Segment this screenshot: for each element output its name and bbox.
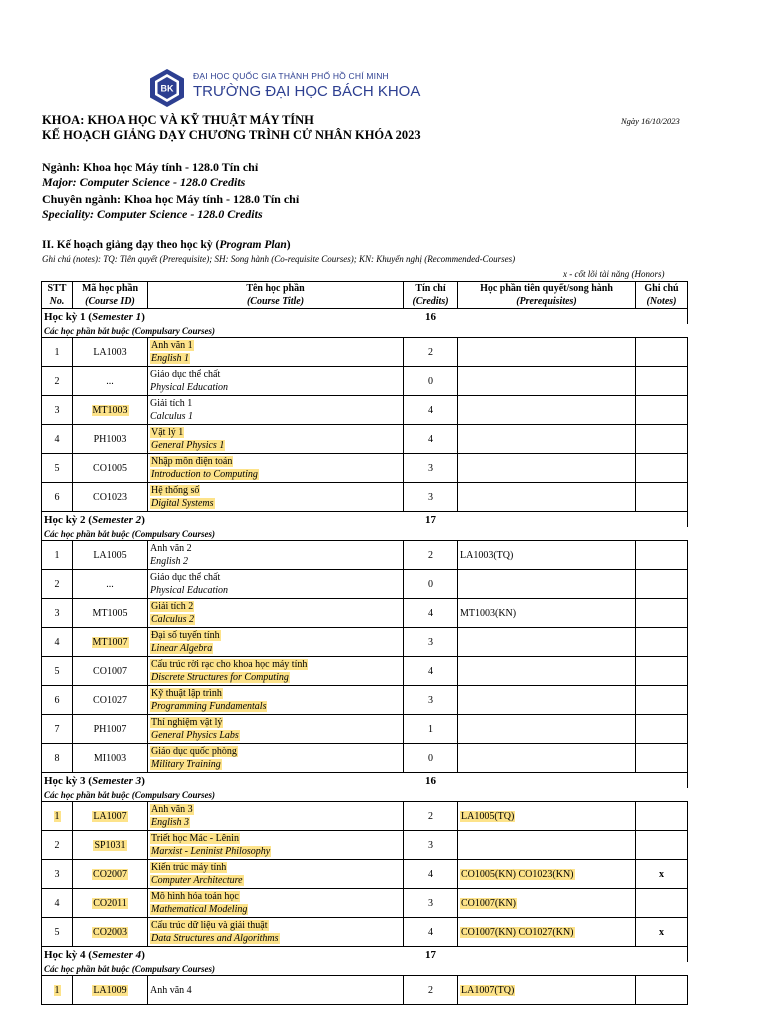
- course-note: [636, 744, 688, 773]
- table-row: [42, 367, 688, 396]
- semester-credits: 16: [404, 773, 458, 789]
- course-no: 6: [42, 686, 73, 715]
- course-note: x: [636, 918, 688, 947]
- course-credits: 0: [404, 744, 458, 773]
- course-note: [636, 628, 688, 657]
- course-title: Triết học Mác - Lênin Marxist - Leninist Philosophy: [148, 831, 404, 860]
- course-credits: 4: [404, 918, 458, 947]
- table-header-row: [42, 282, 688, 309]
- course-prerequisites: [458, 831, 636, 860]
- course-id: CO1007: [73, 657, 148, 686]
- faculty-heading: KHOA: KHOA HỌC VÀ KỸ THUẬT MÁY TÍNH: [42, 113, 314, 127]
- course-id: PH1007: [73, 715, 148, 744]
- semester-row: [42, 947, 688, 963]
- course-id: ...: [73, 570, 148, 599]
- course-title: Kỹ thuật lập trình Programming Fundamentals: [148, 686, 404, 715]
- course-prerequisites: [458, 570, 636, 599]
- table-row: [42, 831, 688, 860]
- course-prerequisites: [458, 338, 636, 367]
- course-group-label: Các học phần bắt buộc (Compulsary Courses): [42, 324, 688, 338]
- speciality-vn: Chuyên ngành: Khoa học Máy tính - 128.0 Tín chỉ: [42, 192, 300, 206]
- speciality-en: Speciality: Computer Science - 128.0 Credits: [42, 207, 263, 221]
- plan-title: KẾ HOẠCH GIẢNG DẠY CHƯƠNG TRÌNH CỬ NHÂN KHÓA 2023: [42, 128, 421, 142]
- course-credits: 2: [404, 802, 458, 831]
- notes-legend: Ghi chú (notes): TQ: Tiên quyết (Prerequisite); SH: Song hành (Co-requisite Courses); KN: Khuyến nghị (Recommended-Courses): [42, 254, 516, 264]
- course-prerequisites: CO1005(KN) CO1023(KN): [458, 860, 636, 889]
- table-row: [42, 541, 688, 570]
- course-note: [636, 454, 688, 483]
- table-row: [42, 338, 688, 367]
- table-row: [42, 744, 688, 773]
- course-credits: 0: [404, 570, 458, 599]
- course-title: Mô hình hóa toán học Mathematical Modeling: [148, 889, 404, 918]
- course-id: CO2003: [73, 918, 148, 947]
- course-credits: 4: [404, 657, 458, 686]
- semester-credits: 17: [404, 512, 458, 528]
- course-id: LA1005: [73, 541, 148, 570]
- course-id: SP1031: [73, 831, 148, 860]
- course-note: [636, 686, 688, 715]
- table-row: [42, 425, 688, 454]
- course-note: [636, 483, 688, 512]
- logo-line-1: ĐẠI HỌC QUỐC GIA THÀNH PHỐ HỒ CHÍ MINH: [193, 71, 389, 81]
- course-id: MT1007: [73, 628, 148, 657]
- course-credits: 0: [404, 367, 458, 396]
- course-no: 3: [42, 396, 73, 425]
- course-note: [636, 396, 688, 425]
- table-row: [42, 686, 688, 715]
- course-note: [636, 657, 688, 686]
- semester-label: Học kỳ 4 (Semester 4): [42, 947, 404, 963]
- document-date: Ngày 16/10/2023: [621, 116, 680, 126]
- course-no: 2: [42, 367, 73, 396]
- course-note: x: [636, 860, 688, 889]
- course-no: 6: [42, 483, 73, 512]
- course-title: Nhập môn điện toán Introduction to Computing: [148, 454, 404, 483]
- course-no: 7: [42, 715, 73, 744]
- course-no: 1: [42, 976, 73, 1005]
- course-id: LA1007: [73, 802, 148, 831]
- table-row: [42, 802, 688, 831]
- course-prerequisites: LA1003(TQ): [458, 541, 636, 570]
- course-id: PH1003: [73, 425, 148, 454]
- course-prerequisites: [458, 715, 636, 744]
- emblem-text: BK: [160, 83, 174, 94]
- course-note: [636, 831, 688, 860]
- course-id: LA1009: [73, 976, 148, 1005]
- course-id: LA1003: [73, 338, 148, 367]
- course-prerequisites: LA1007(TQ): [458, 976, 636, 1005]
- course-prerequisites: LA1005(TQ): [458, 802, 636, 831]
- course-title: Hệ thống số Digital Systems: [148, 483, 404, 512]
- table-row: [42, 599, 688, 628]
- course-no: 4: [42, 889, 73, 918]
- course-no: 4: [42, 425, 73, 454]
- course-no: 3: [42, 860, 73, 889]
- col-header-course-title: Tên học phần (Course Title): [148, 282, 404, 309]
- semester-label: Học kỳ 2 (Semester 2): [42, 512, 404, 528]
- course-prerequisites: [458, 744, 636, 773]
- course-title: Kiến trúc máy tính Computer Architecture: [148, 860, 404, 889]
- university-emblem-icon: [147, 68, 187, 108]
- course-group-label: Các học phần bắt buộc (Compulsary Courses): [42, 527, 688, 541]
- course-title: Thí nghiệm vật lý General Physics Labs: [148, 715, 404, 744]
- course-credits: 3: [404, 831, 458, 860]
- course-note: [636, 338, 688, 367]
- course-group-label: Các học phần bắt buộc (Compulsary Courses): [42, 962, 688, 976]
- course-id: CO1027: [73, 686, 148, 715]
- course-prerequisites: CO1007(KN) CO1027(KN): [458, 918, 636, 947]
- course-title: Cấu trúc dữ liệu và giải thuật Data Structures and Algorithms: [148, 918, 404, 947]
- course-no: 5: [42, 918, 73, 947]
- course-title: Giáo dục thể chất Physical Education: [148, 367, 404, 396]
- course-title: Giải tích 1 Calculus 1: [148, 396, 404, 425]
- course-group-row: [42, 962, 688, 976]
- table-row: [42, 860, 688, 889]
- course-prerequisites: MT1003(KN): [458, 599, 636, 628]
- course-credits: 4: [404, 425, 458, 454]
- course-id: CO2011: [73, 889, 148, 918]
- course-credits: 3: [404, 686, 458, 715]
- course-title: Anh văn 2 English 2: [148, 541, 404, 570]
- course-id: CO1023: [73, 483, 148, 512]
- table-row: [42, 657, 688, 686]
- course-prerequisites: [458, 454, 636, 483]
- course-no: 1: [42, 541, 73, 570]
- course-credits: 3: [404, 628, 458, 657]
- table-row: [42, 454, 688, 483]
- course-note: [636, 599, 688, 628]
- course-no: 2: [42, 570, 73, 599]
- course-prerequisites: [458, 367, 636, 396]
- table-row: [42, 483, 688, 512]
- table-row: [42, 570, 688, 599]
- course-no: 8: [42, 744, 73, 773]
- course-no: 4: [42, 628, 73, 657]
- course-prerequisites: [458, 425, 636, 454]
- course-group-label: Các học phần bắt buộc (Compulsary Courses): [42, 788, 688, 802]
- course-note: [636, 541, 688, 570]
- course-no: 3: [42, 599, 73, 628]
- course-title: Giải tích 2 Calculus 2: [148, 599, 404, 628]
- course-prerequisites: [458, 628, 636, 657]
- course-credits: 1: [404, 715, 458, 744]
- course-title: Cấu trúc rời rạc cho khoa học máy tính Discrete Structures for Computing: [148, 657, 404, 686]
- course-title: Giáo dục quốc phòng Military Training: [148, 744, 404, 773]
- table-row: [42, 396, 688, 425]
- course-title: Giáo dục thể chất Physical Education: [148, 570, 404, 599]
- course-note: [636, 889, 688, 918]
- course-id: MI1003: [73, 744, 148, 773]
- semester-row: [42, 309, 688, 325]
- semester-row: [42, 512, 688, 528]
- course-title: Vật lý 1 General Physics 1: [148, 425, 404, 454]
- course-note: [636, 367, 688, 396]
- program-plan-table: [41, 281, 688, 1005]
- course-prerequisites: CO1007(KN): [458, 889, 636, 918]
- course-credits: 4: [404, 599, 458, 628]
- course-note: [636, 425, 688, 454]
- course-prerequisites: [458, 686, 636, 715]
- course-title: Anh văn 3 English 3: [148, 802, 404, 831]
- table-row: [42, 976, 688, 1005]
- honors-legend: x - cốt lõi tài năng (Honors): [563, 269, 665, 279]
- course-credits: 4: [404, 396, 458, 425]
- table-row: [42, 918, 688, 947]
- course-group-row: [42, 788, 688, 802]
- course-no: 1: [42, 802, 73, 831]
- major-en: Major: Computer Science - 128.0 Credits: [42, 175, 246, 189]
- course-note: [636, 802, 688, 831]
- course-no: 2: [42, 831, 73, 860]
- course-credits: 2: [404, 338, 458, 367]
- course-group-row: [42, 527, 688, 541]
- course-prerequisites: [458, 396, 636, 425]
- semester-label: Học kỳ 1 (Semester 1): [42, 309, 404, 325]
- course-credits: 2: [404, 541, 458, 570]
- col-header-stt: STT No.: [42, 282, 73, 309]
- table-row: [42, 715, 688, 744]
- course-credits: 3: [404, 454, 458, 483]
- col-header-prerequisites: Học phần tiên quyết/song hành (Prerequisites): [458, 282, 636, 309]
- course-credits: 2: [404, 976, 458, 1005]
- course-id: CO2007: [73, 860, 148, 889]
- semester-label: Học kỳ 3 (Semester 3): [42, 773, 404, 789]
- university-logo: [147, 68, 421, 108]
- section-title: II. Kế hoạch giảng dạy theo học kỳ (Program Plan): [42, 239, 291, 251]
- logo-line-2: TRƯỜNG ĐẠI HỌC BÁCH KHOA: [193, 83, 421, 100]
- course-credits: 3: [404, 483, 458, 512]
- course-credits: 4: [404, 860, 458, 889]
- course-note: [636, 570, 688, 599]
- course-note: [636, 976, 688, 1005]
- course-credits: 3: [404, 889, 458, 918]
- course-no: 1: [42, 338, 73, 367]
- course-note: [636, 715, 688, 744]
- course-prerequisites: [458, 657, 636, 686]
- table-row: [42, 889, 688, 918]
- semester-credits: 16: [404, 309, 458, 325]
- major-vn: Ngành: Khoa học Máy tính - 128.0 Tín chỉ: [42, 160, 259, 174]
- course-title: Anh văn 4: [148, 976, 404, 1005]
- col-header-course-id: Mã học phần (Course ID): [73, 282, 148, 309]
- course-group-row: [42, 324, 688, 338]
- semester-row: [42, 773, 688, 789]
- col-header-credits: Tín chỉ (Credits): [404, 282, 458, 309]
- course-prerequisites: [458, 483, 636, 512]
- course-no: 5: [42, 657, 73, 686]
- course-title: Đại số tuyến tính Linear Algebra: [148, 628, 404, 657]
- course-no: 5: [42, 454, 73, 483]
- course-id: MT1003: [73, 396, 148, 425]
- course-id: CO1005: [73, 454, 148, 483]
- course-id: ...: [73, 367, 148, 396]
- col-header-notes: Ghi chú (Notes): [636, 282, 688, 309]
- course-id: MT1005: [73, 599, 148, 628]
- course-title: Anh văn 1 English 1: [148, 338, 404, 367]
- semester-credits: 17: [404, 947, 458, 963]
- table-row: [42, 628, 688, 657]
